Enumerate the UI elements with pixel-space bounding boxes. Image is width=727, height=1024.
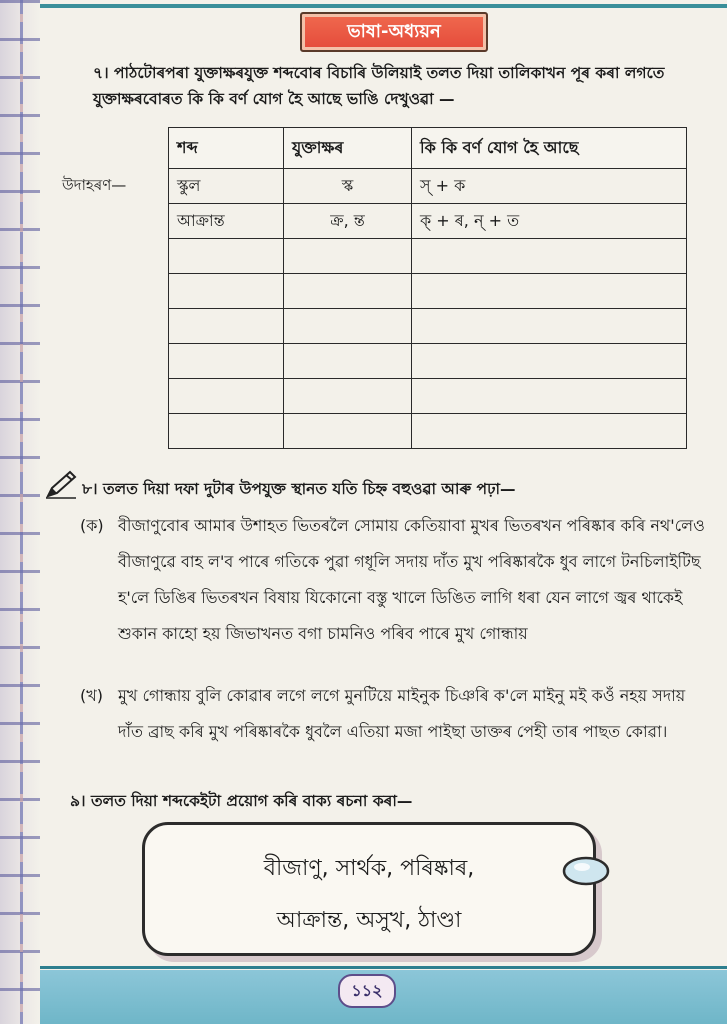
table-cell: আক্ৰান্ত xyxy=(169,204,284,239)
question-7 xyxy=(93,60,713,112)
paragraph-kha-label: (খ) xyxy=(80,686,103,705)
question-9-number: ৯। xyxy=(70,792,86,810)
table-cell[interactable] xyxy=(284,414,412,449)
page-number: ১১২ xyxy=(351,980,383,1000)
pencil-icon xyxy=(44,470,78,500)
table-header-row xyxy=(169,128,687,169)
question-8-number: ৮। xyxy=(82,480,98,498)
word-list-line-2: আক্ৰান্ত, অসুখ, ঠাণ্ডা xyxy=(276,908,462,933)
table-row xyxy=(169,344,687,379)
table-header-word: শব্দ xyxy=(169,128,284,169)
table-cell: স্ + ক xyxy=(412,169,687,204)
compound-letter-table xyxy=(168,127,687,449)
table-row xyxy=(169,239,687,274)
table-cell[interactable] xyxy=(412,274,687,309)
table-cell[interactable] xyxy=(169,309,284,344)
section-title-text: ভাষা-অধ্যয়ন xyxy=(347,20,441,42)
word-list-line-1: বীজাণু, সাৰ্থক, পৰিষ্কাৰ, xyxy=(263,856,475,881)
question-7-number: ৭। xyxy=(93,64,109,82)
table-cell[interactable] xyxy=(284,344,412,379)
table-cell[interactable] xyxy=(169,344,284,379)
table-cell[interactable] xyxy=(284,309,412,344)
table-cell[interactable] xyxy=(412,309,687,344)
table-cell[interactable] xyxy=(412,239,687,274)
table-header-conjunct: যুক্তাক্ষৰ xyxy=(284,128,412,169)
example-label: উদাহৰণ— xyxy=(62,176,127,194)
paragraph-ka-label: (ক) xyxy=(80,516,104,535)
footer-rule xyxy=(40,966,727,969)
table-row xyxy=(169,379,687,414)
table-cell: স্কুল xyxy=(169,169,284,204)
table-cell[interactable] xyxy=(284,274,412,309)
question-8 xyxy=(82,476,702,502)
table-cell[interactable] xyxy=(169,239,284,274)
table-cell: ক্ৰ, ন্ত xyxy=(284,204,412,239)
table-cell[interactable] xyxy=(412,344,687,379)
word-list-box xyxy=(142,822,596,956)
question-9 xyxy=(70,788,690,814)
table-cell[interactable] xyxy=(169,274,284,309)
paragraph-kha-text: মুখ গোন্ধায় বুলি কোৱাৰ লগে লগে মুনটিয়ে মাইনুক চিঞৰি ক'লে মাইনু মই কওঁ নহয় সদায় দাঁত ব্ৰাছ কৰি মুখ পৰিষ্কাৰকৈ ধুবলৈ এতিয়া মজা পাইছা ডাক্তৰ পেহী তাৰ পাছত কোৱা। xyxy=(118,686,686,741)
table-cell[interactable] xyxy=(169,414,284,449)
section-title xyxy=(300,12,488,52)
table-cell[interactable] xyxy=(412,414,687,449)
table-row xyxy=(169,204,687,239)
table-row xyxy=(169,309,687,344)
table-row xyxy=(169,169,687,204)
question-9-text: তলত দিয়া শব্দকেইটা প্ৰয়োগ কৰি বাক্য ৰচনা কৰা— xyxy=(91,792,413,810)
table-row xyxy=(169,414,687,449)
page-number-badge xyxy=(338,974,396,1008)
table-header-letters: কি কি বৰ্ণ যোগ হৈ আছে xyxy=(412,128,687,169)
table-cell: ক্ + ৰ, ন্ + ত xyxy=(412,204,687,239)
table-cell[interactable] xyxy=(412,379,687,414)
paragraph-ka-text: বীজাণুবোৰ আমাৰ উশাহত ভিতৰলৈ সোমায় কেতিয়াবা মুখৰ ভিতৰখন পৰিষ্কাৰ কৰি নথ'লেও বীজাণুৱে বাহ ল'ব পাৰে গতিকে পুৱা গধূলি সদায় দাঁত মুখ পৰিষ্কাৰকৈ ধুব লাগে টনচিলাইটিছ হ'লে ডিঙিৰ ভিতৰখন বিষায় যিকোনো বস্তু খালে ডিঙিত লাগি ধৰা যেন লাগে জ্বৰ থাকেই শুকান কাহো হয় জিভাখনত বগা চামনিও পৰিব পাৰে মুখ গোন্ধায় xyxy=(118,516,705,643)
table-row xyxy=(169,274,687,309)
table-cell[interactable] xyxy=(169,379,284,414)
top-rule xyxy=(40,4,727,8)
question-7-text: পাঠটোৰপৰা যুক্তাক্ষৰযুক্ত শব্দবোৰ বিচাৰি উলিয়াই তলত দিয়া তালিকাখন পূৰ কৰা লগতে যুক্তাক্ষৰবোৰত কি কি বৰ্ণ যোগ হৈ আছে ভাঙি দেখুওৱা — xyxy=(93,64,665,108)
speech-oval-icon xyxy=(560,854,612,888)
question-8-text: তলত দিয়া দফা দুটাৰ উপযুক্ত স্থানত যতি চিহ্ন বহুওৱা আৰু পঢ়া— xyxy=(103,480,516,498)
table-cell[interactable] xyxy=(284,239,412,274)
table-cell[interactable] xyxy=(284,379,412,414)
table-cell: স্ক xyxy=(284,169,412,204)
binding-stitch xyxy=(20,0,23,1024)
